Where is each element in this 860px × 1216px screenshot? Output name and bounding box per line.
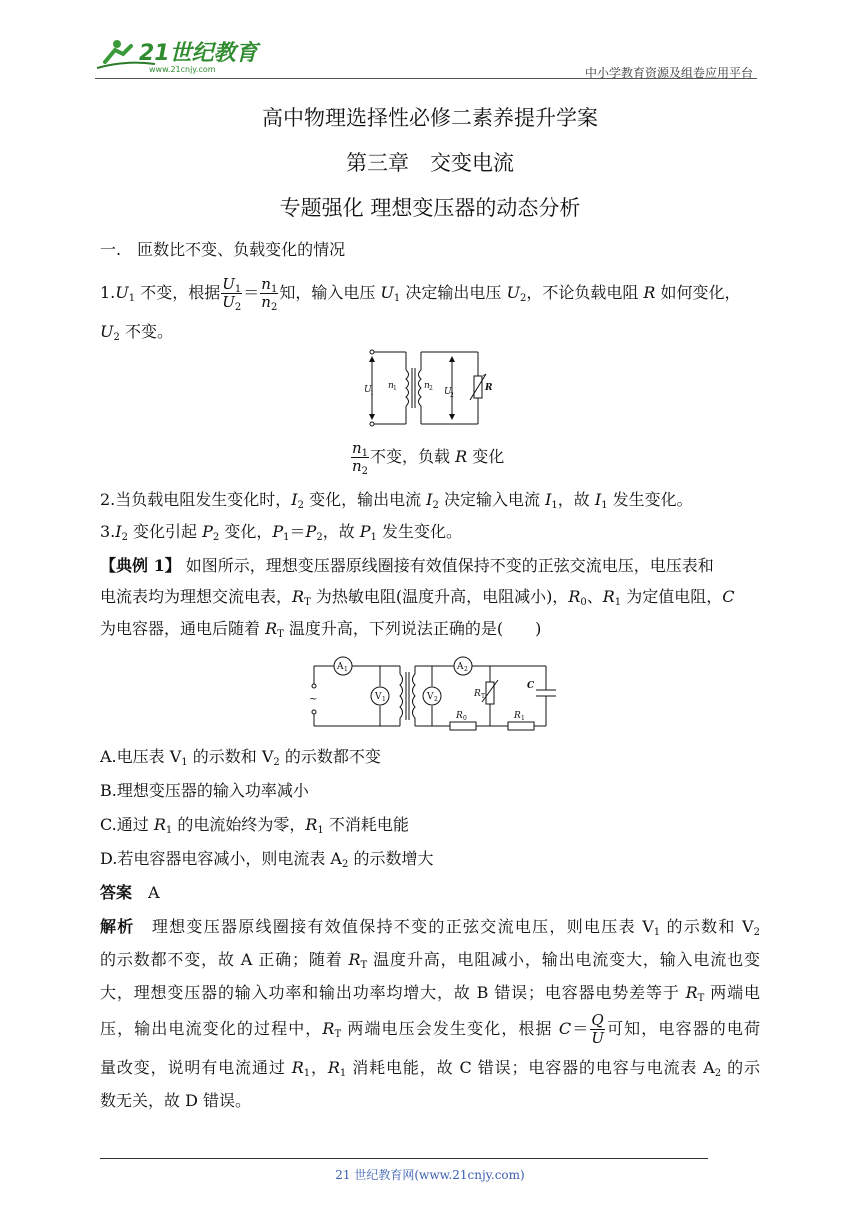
- svg-text:U: U: [364, 385, 372, 395]
- svg-text:21世纪教育: 21世纪教育: [139, 41, 258, 66]
- svg-text:2: 2: [450, 392, 454, 399]
- answer: 答案 A: [100, 883, 160, 902]
- analysis-line-3: 大，理想变压器的输入功率和输出功率均增大，故 B 错误；电容器电势差等于 $R_T$ 两端电: [100, 983, 760, 1004]
- analysis-line-2: 的示数都不变，故 A 正确；随着 $R_T$ 温度升高，电阻减小，输出电流变大，输入电流也变: [100, 950, 760, 971]
- svg-text:1: 1: [370, 390, 374, 397]
- footer-divider: [100, 1158, 708, 1159]
- svg-text:U: U: [444, 387, 452, 397]
- analysis-line-1: 解析 理想变压器原线圈接有效值保持不变的正弦交流电压，则电压表 $V_1$ 的示数和 $V_2$: [100, 917, 760, 938]
- svg-text:1: 1: [382, 696, 386, 703]
- svg-text:www.21cnjy.com: www.21cnjy.com: [149, 65, 216, 74]
- svg-text:R: R: [456, 711, 463, 721]
- svg-text:2: 2: [429, 385, 433, 392]
- svg-text:2: 2: [464, 666, 468, 673]
- header-divider: [95, 78, 757, 79]
- svg-text:A: A: [457, 662, 464, 672]
- example-line-1: 【典例 1】 如图所示，理想变压器原线圈接有效值保持不变的正弦交流电压，电压表和: [100, 556, 714, 575]
- section-heading: 一. 匝数比不变、负载变化的情况: [100, 240, 346, 259]
- footer-link[interactable]: 21 世纪教育网(www.21cnjy.com): [335, 1168, 525, 1182]
- svg-text:V: V: [375, 692, 382, 702]
- svg-text:~: ~: [309, 694, 318, 705]
- analysis-line-4: 压，输出电流变化的过程中，$R_T$ 两端电压会发生变化，根据 C＝ $\frac{Q}{U}$ 可知，电容器的电荷: [100, 1011, 760, 1047]
- platform-name: 中小学教育资源及组卷应用平台: [584, 66, 753, 80]
- svg-text:n: n: [388, 381, 394, 391]
- page-header: [95, 30, 757, 80]
- transformer-diagram: [360, 348, 500, 428]
- option-a: A.电压表 $V_1$ 的示数和 $V_2$ 的示数都不变: [100, 747, 381, 768]
- circuit-diagram: [300, 650, 560, 734]
- chapter-title: 第三章 交变电流: [346, 151, 514, 175]
- svg-text:1: 1: [393, 385, 397, 392]
- svg-text:n: n: [424, 381, 430, 391]
- svg-text:R: R: [474, 689, 481, 699]
- svg-text:R: R: [485, 383, 493, 393]
- svg-text:0: 0: [463, 715, 467, 722]
- paragraph-2: 2.当负载电阻发生变化时，$I_2$ 变化，输出电流 $I_2$ 决定输入电流 $I_1$，故 $I_1$ 发生变化。: [100, 490, 693, 511]
- svg-text:1: 1: [344, 666, 348, 673]
- option-c: C.通过 $R_1$ 的电流始终为零，$R_1$ 不消耗电能: [100, 815, 409, 836]
- option-d: D.若电容器电容减小，则电流表 $A_2$ 的示数增大: [100, 849, 434, 870]
- figure-1-caption: $\frac{n_1}{n_2}$ 不变，负载 R 变化: [352, 439, 505, 477]
- example-line-2: 电流表均为理想交流电表，$R_T$ 为热敏电阻(温度升高，电阻减小)，$R_0$、$R_1$ 为定值电阻，C: [100, 587, 735, 608]
- svg-text:1: 1: [521, 715, 525, 722]
- logo-21cnjy-icon: [95, 34, 265, 74]
- paragraph-1-cont: $U_2$ 不变。: [100, 322, 173, 343]
- main-title: 高中物理选择性必修二素养提升学案: [262, 106, 598, 130]
- svg-text:V: V: [427, 692, 434, 702]
- option-b: B.理想变压器的输入功率减小: [100, 781, 309, 800]
- analysis-line-6: 数无关，故 D 错误。: [100, 1091, 252, 1110]
- topic-title: 专题强化 理想变压器的动态分析: [279, 196, 581, 220]
- svg-text:A: A: [337, 662, 344, 672]
- svg-text:C: C: [527, 681, 535, 691]
- paragraph-1: $1.U_1$ 不变，根据 $\frac{U_1}{U_2}$ ＝ $\frac{n_1}{n_2}$ 知，输入电压 $U_1$ 决定输出电压 $U_2$，不论负载电阻 R 如何变化，: [100, 275, 741, 313]
- analysis-line-5: 量改变，说明有电流通过 $R_1$，$R_1$ 消耗电能，故 C 错误；电容器的电容与电流表 $A_2$ 的示: [100, 1058, 760, 1079]
- svg-text:T: T: [481, 693, 486, 700]
- paragraph-3: $3.I_2$ 变化引起 $P_2$ 变化，$P_1=P_2$，故 $P_1$ 发生变化。: [100, 522, 463, 543]
- example-line-3: 为电容器，通电后随着 $R_T$ 温度升高，下列说法正确的是( ): [100, 619, 542, 640]
- svg-text:R: R: [514, 711, 521, 721]
- svg-text:2: 2: [434, 696, 438, 703]
